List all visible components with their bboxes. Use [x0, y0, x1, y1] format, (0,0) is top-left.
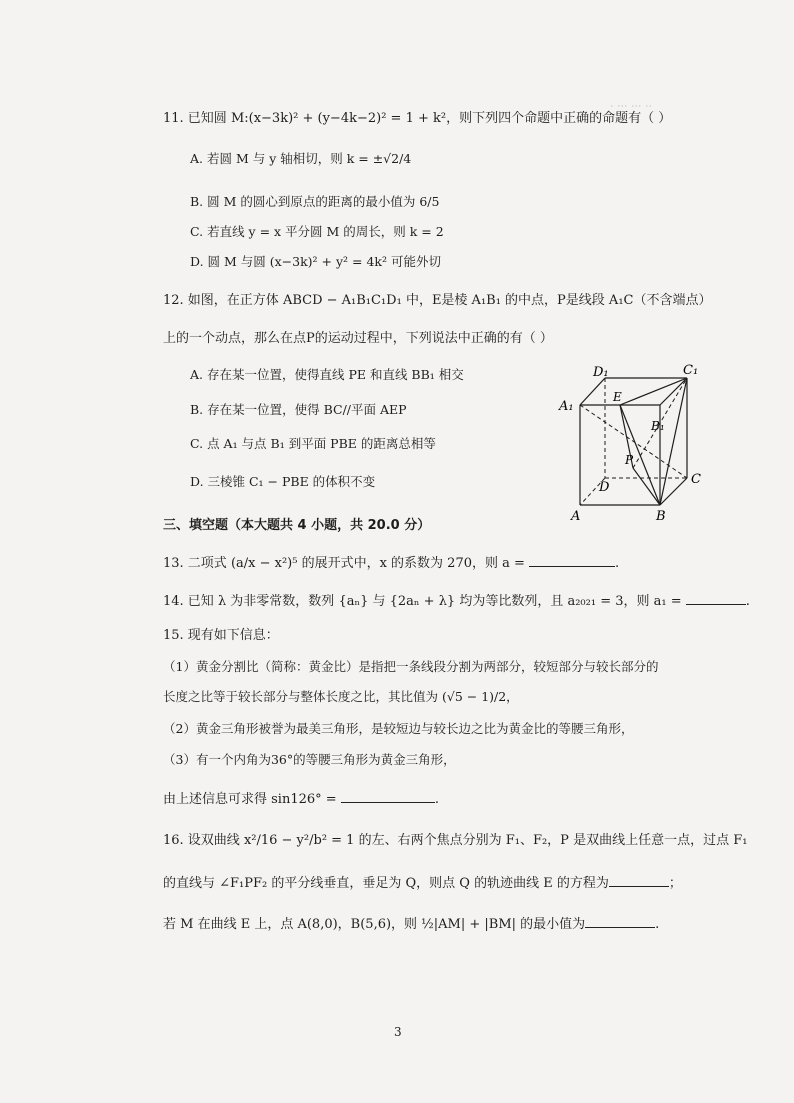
q13-text: 13. 二项式 (a/x − x²)⁵ 的展开式中，x 的系数为 270，则 a = — [163, 556, 530, 571]
q14-answer-blank[interactable] — [686, 590, 746, 605]
label-a: A — [571, 509, 581, 524]
q14-text: 14. 已知 λ 为非零常数，数列 {aₙ} 与 {2aₙ + λ} 均为等比数列，且 a₂₀₂₁ = 3，则 a₁ = — [163, 594, 686, 609]
q14: 14. 已知 λ 为非零常数，数列 {aₙ} 与 {2aₙ + λ} 均为等比数列，且 a₂₀₂₁ = 3，则 a₁ = . — [163, 590, 750, 611]
q12-option-d: D. 三棱锥 C₁ − PBE 的体积不变 — [190, 474, 376, 489]
q13: 13. 二项式 (a/x − x²)⁵ 的展开式中，x 的系数为 270，则 a = . — [163, 552, 619, 573]
q15-ask-text: 由上述信息可求得 sin126° = — [163, 792, 341, 807]
label-c: C — [691, 472, 701, 487]
q11-stem: 11. 已知圆 M:(x−3k)² + (y−4k−2)² = 1 + k²，则下列四个命题中正确的命题有（ ） — [163, 111, 672, 126]
q13-answer-blank[interactable] — [529, 552, 615, 567]
label-d1: D₁ — [593, 365, 609, 380]
q15-stem: 15. 现有如下信息： — [163, 628, 279, 643]
q12-option-c: C. 点 A₁ 与点 B₁ 到平面 PBE 的距离总相等 — [190, 436, 436, 451]
label-e: E — [613, 390, 622, 404]
bleed-through-text: ‧ ‧‧‧ ‧‧‧ ‧‧ — [610, 100, 652, 113]
q11-option-c: C. 若直线 y = x 平分圆 M 的周长，则 k = 2 — [190, 224, 444, 239]
q12-stem-line2: 上的一个动点，那么在点P的运动过程中，下列说法中正确的有（ ） — [163, 331, 553, 346]
q11-option-d: D. 圆 M 与圆 (x−3k)² + y² = 4k² 可能外切 — [190, 254, 441, 269]
q11-option-a: A. 若圆 M 与 y 轴相切，则 k = ±√2/4 — [190, 151, 412, 166]
q12-option-a: A. 存在某一位置，使得直线 PE 和直线 BB₁ 相交 — [190, 367, 464, 382]
q16-line1: 16. 设双曲线 x²/16 − y²/b² = 1 的左、右两个焦点分别为 F₁、F₂，P 是双曲线上任意一点，过点 F₁ — [163, 833, 748, 848]
q15-info-1a: （1）黄金分割比（简称：黄金比）是指把一条线段分割为两部分，较短部分与较长部分的 — [163, 659, 659, 674]
q16-line3: 若 M 在曲线 E 上，点 A(8,0)，B(5,6)，则 ½|AM| + |BM| 的最小值为 . — [163, 913, 659, 934]
label-b1: B₁ — [651, 419, 665, 433]
q16-line2-text: 的直线与 ∠F₁PF₂ 的平分线垂直，垂足为 Q，则点 Q 的轨迹曲线 E 的方程为 — [163, 876, 609, 891]
cube-figure — [555, 360, 715, 525]
label-b: B — [656, 509, 666, 524]
section-three-heading: 三、填空题（本大题共 4 小题，共 20.0 分） — [163, 518, 431, 533]
page-number: 3 — [394, 1025, 402, 1039]
q15-info-2: （2）黄金三角形被誉为最美三角形，是较短边与较长边之比为黄金比的等腰三角形， — [163, 721, 634, 736]
q15-info-1b: 长度之比等于较长部分与整体长度之比，其比值为 (√5 − 1)/2， — [163, 689, 519, 704]
label-p: P — [625, 453, 634, 467]
q15-answer-blank[interactable] — [341, 788, 435, 803]
label-d: D — [599, 480, 610, 495]
label-c1: C₁ — [683, 363, 699, 378]
q16-answer-blank-2[interactable] — [585, 913, 655, 928]
q16-answer-blank-1[interactable] — [609, 872, 669, 887]
q11-option-b: B. 圆 M 的圆心到原点的距离的最小值为 6/5 — [190, 194, 440, 209]
q15-ask: 由上述信息可求得 sin126° = . — [163, 788, 439, 809]
q12-stem-line1: 12. 如图，在正方体 ABCD − A₁B₁C₁D₁ 中，E是棱 A₁B₁ 的中点，P是线段 A₁C（不含端点） — [163, 293, 712, 308]
q16-line2: 的直线与 ∠F₁PF₂ 的平分线垂直，垂足为 Q，则点 Q 的轨迹曲线 E 的方程为 ； — [163, 872, 682, 893]
q12-option-b: B. 存在某一位置，使得 BC//平面 AEP — [190, 402, 407, 417]
label-a1: A₁ — [559, 399, 574, 414]
q16-line3-text: 若 M 在曲线 E 上，点 A(8,0)，B(5,6)，则 ½|AM| + |BM| 的最小值为 — [163, 917, 586, 932]
q15-info-3: （3）有一个内角为36°的等腰三角形为黄金三角形， — [163, 752, 456, 767]
